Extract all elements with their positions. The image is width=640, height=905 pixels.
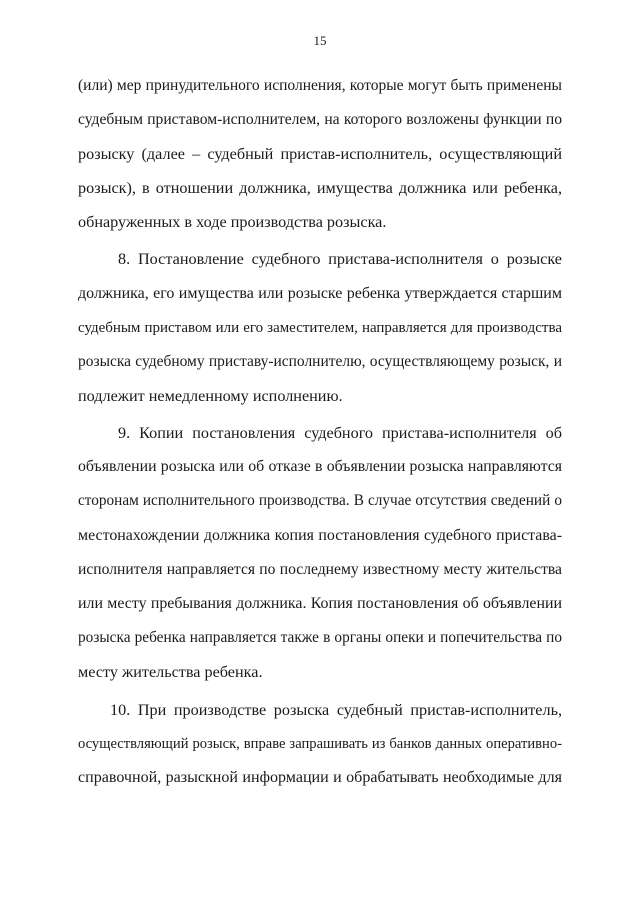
text-line: (или) мер принудительного исполнения, которые могут быть применены [78,77,562,94]
page-number: 15 [313,33,327,48]
paragraph-start-10: 10. При производстве розыска судебный пристав-исполнитель, [110,701,562,719]
text-line: подлежит немедленному исполнению. [78,387,343,405]
paragraph-start-9: 9. Копии постановления судебного пристава-исполнителя об [118,424,562,442]
text-line: осуществляющий розыск, вправе запрашивать из банков данных оперативно- [78,736,562,752]
paragraph-start-8: 8. Постановление судебного пристава-исполнителя о розыске [118,250,562,268]
text-line: месту жительства ребенка. [78,663,263,681]
text-line: или месту пребывания должника. Копия постановления об объявлении [78,595,562,612]
text-line: справочной, разыскной информации и обрабатывать необходимые для [78,769,562,786]
text-line: розыску (далее – судебный пристав-исполнитель, осуществляющий [78,145,562,163]
text-line: судебным приставом или его заместителем, направляется для производства [78,320,562,336]
text-line: розыск), в отношении должника, имущества должника или ребенка, [78,179,562,197]
text-line: судебным приставом-исполнителем, на которого возложены функции по [78,111,562,128]
text-line: исполнителя направляется по последнему известному месту жительства [78,561,562,578]
text-line: объявлении розыска или об отказе в объявлении розыска направляются [78,458,562,475]
text-line: розыска ребенка направляется также в органы опеки и попечительства по [78,629,562,646]
text-line: должника, его имущества или розыске ребенка утверждается старшим [78,285,562,302]
text-line: обнаруженных в ходе производства розыска. [78,213,387,231]
text-line: сторонам исполнительного производства. В случае отсутствия сведений о [78,492,562,509]
text-line: розыска судебному приставу-исполнителю, осуществляющему розыск, и [78,353,562,370]
text-line: местонахождении должника копия постановления судебного пристава- [78,527,562,544]
